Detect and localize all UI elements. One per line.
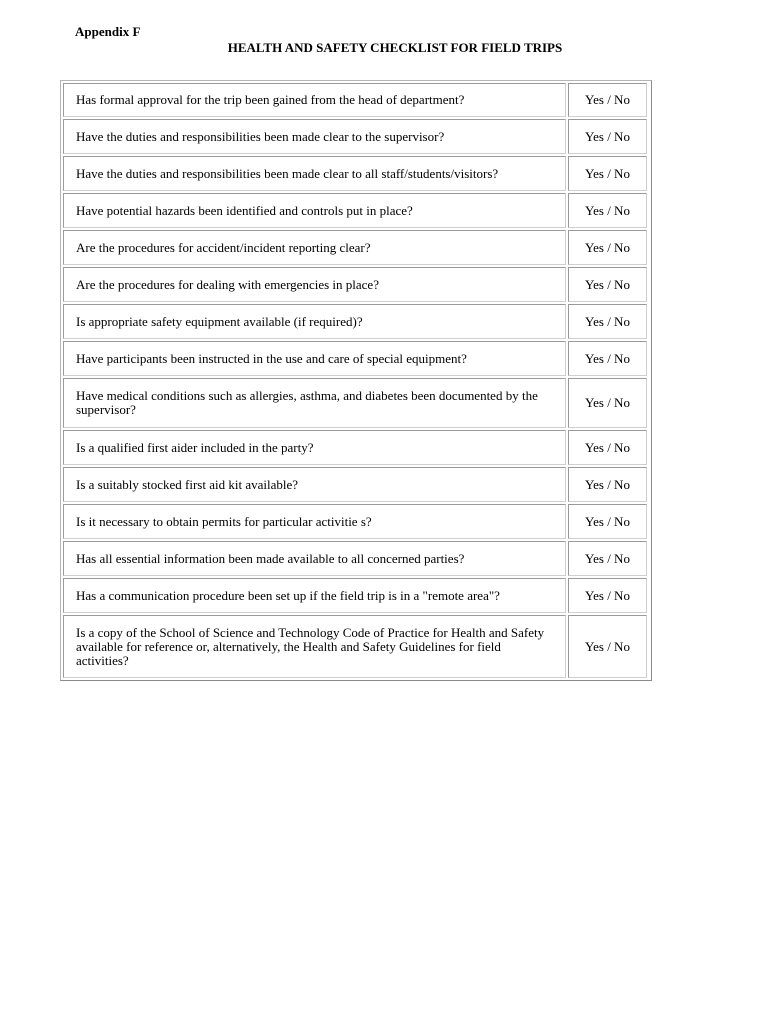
answer-cell: Yes / No [568, 504, 647, 539]
answer-cell: Yes / No [568, 83, 647, 117]
question-cell: Have medical conditions such as allergies, asthma, and diabetes been documented by the supervisor? [63, 378, 566, 428]
answer-cell: Yes / No [568, 230, 647, 265]
table-row [63, 83, 649, 117]
answer-cell: Yes / No [568, 193, 647, 228]
checklist-table [60, 80, 652, 681]
answer-cell: Yes / No [568, 304, 647, 339]
answer-cell: Yes / No [568, 267, 647, 302]
answer-cell: Yes / No [568, 578, 647, 613]
question-cell: Have participants been instructed in the use and care of special equipment? [63, 341, 566, 376]
question-cell: Has a communication procedure been set up if the field trip is in a "remote area"? [63, 578, 566, 613]
answer-cell: Yes / No [568, 467, 647, 502]
question-cell: Has all essential information been made available to all concerned parties? [63, 541, 566, 576]
answer-cell: Yes / No [568, 341, 647, 376]
question-cell: Is appropriate safety equipment available (if required)? [63, 304, 566, 339]
answer-cell: Yes / No [568, 541, 647, 576]
question-cell: Are the procedures for accident/incident reporting clear? [63, 230, 566, 265]
answer-cell: Yes / No [568, 430, 647, 465]
table-row [63, 430, 649, 465]
question-cell: Is a suitably stocked first aid kit available? [63, 467, 566, 502]
table-row [63, 267, 649, 302]
question-cell: Have potential hazards been identified and controls put in place? [63, 193, 566, 228]
answer-cell: Yes / No [568, 615, 647, 678]
question-cell: Has formal approval for the trip been gained from the head of department? [63, 83, 566, 117]
question-cell: Is a qualified first aider included in the party? [63, 430, 566, 465]
table-row [63, 578, 649, 613]
question-cell: Are the procedures for dealing with emergencies in place? [63, 267, 566, 302]
table-row [63, 156, 649, 191]
table-row [63, 541, 649, 576]
question-cell: Have the duties and responsibilities been made clear to the supervisor? [63, 119, 566, 154]
answer-cell: Yes / No [568, 119, 647, 154]
table-row [63, 615, 649, 678]
table-row [63, 378, 649, 428]
question-cell: Have the duties and responsibilities been made clear to all staff/students/visitors? [63, 156, 566, 191]
table-row [63, 119, 649, 154]
table-row [63, 467, 649, 502]
answer-cell: Yes / No [568, 378, 647, 428]
page-title-wrapper [0, 40, 770, 56]
table-row [63, 230, 649, 265]
page-title: HEALTH AND SAFETY CHECKLIST FOR FIELD TRIPS [227, 40, 563, 55]
appendix-label: Appendix F [75, 24, 141, 39]
question-cell: Is a copy of the School of Science and Technology Code of Practice for Health and Safety available for reference or, alternatively, the Health and Safety Guidelines for field activities? [63, 615, 566, 678]
table-row [63, 341, 649, 376]
question-cell: Is it necessary to obtain permits for particular activitie s? [63, 504, 566, 539]
table-row [63, 193, 649, 228]
answer-cell: Yes / No [568, 156, 647, 191]
table-row [63, 304, 649, 339]
table-row [63, 504, 649, 539]
